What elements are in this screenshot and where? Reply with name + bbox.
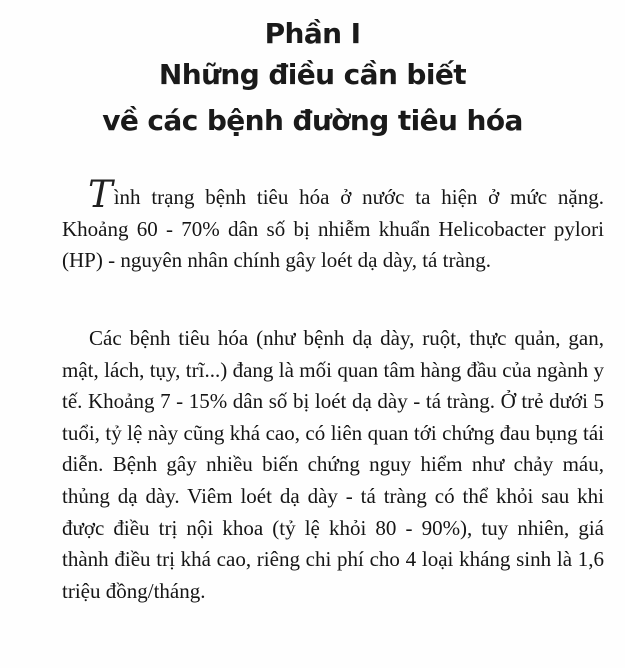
drop-cap-letter: T	[88, 173, 113, 216]
chapter-title-line-1: Những điều cần biết	[158, 58, 467, 91]
paragraph-intro-text: ình trạng bệnh tiêu hóa ở nước ta hiện ở mức nặng. Khoảng 60 - 70% dân số bị nhiễm khuẩn Helicobacter pylori (HP) - nguyên nhân chính gây loét dạ dày, tá tràng.	[62, 185, 604, 273]
paragraph-diseases: Các bệnh tiêu hóa (như bệnh dạ dày, ruột, thực quản, gan, mật, lách, tụy, trĩ...) đang là mối quan tâm hàng đầu của ngành y tế. Khoảng 7 - 15% dân số bị loét dạ dày - tá tràng. Ở trẻ dưới 5 tuổi, tỷ lệ này cũng khá cao, có liên quan tới chứng đau bụng tái diễn. Bệnh gây nhiều biến chứng nguy hiểm như chảy máu, thủng dạ dày. Viêm loét dạ dày - tá tràng có thể khỏi sau khi được điều trị nội khoa (tỷ lệ khỏi 80 - 90%), tuy nhiên, giá thành điều trị khá cao, riêng chi phí cho 4 loại kháng sinh là 1,6 triệu đồng/tháng.	[62, 326, 604, 603]
part-heading: Phần I	[264, 17, 361, 50]
chapter-title-line-2: về các bệnh đường tiêu hóa	[102, 104, 523, 137]
paragraph-intro	[62, 173, 604, 277]
